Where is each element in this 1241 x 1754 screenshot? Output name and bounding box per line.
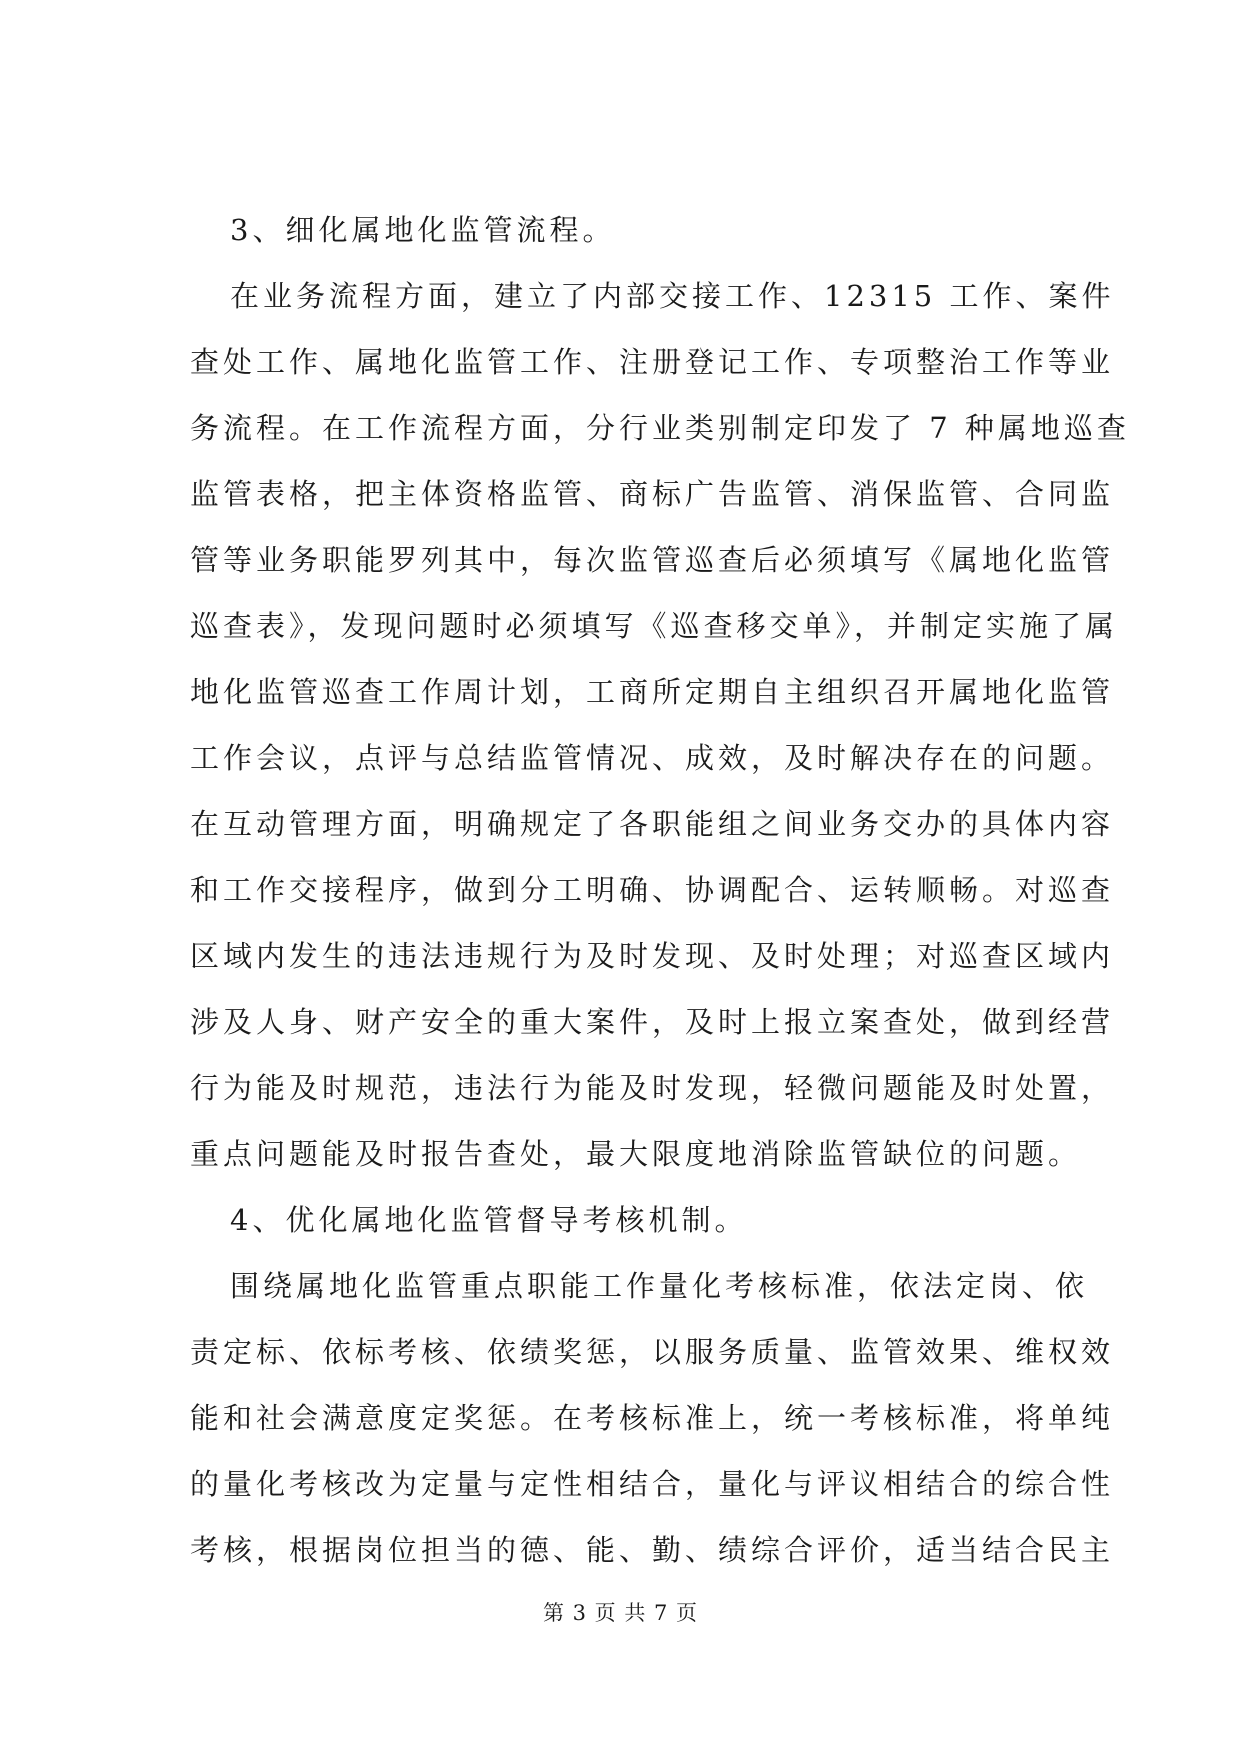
paragraph-line: 能和社会满意度定奖惩。在考核标准上，统一考核标准，将单纯 [190, 1401, 1115, 1435]
heading-4: 4、优化属地化监管督导考核机制。 [230, 1203, 748, 1237]
paragraph-line: 监管表格，把主体资格监管、商标广告监管、消保监管、合同监 [190, 477, 1115, 511]
paragraph-line: 和工作交接程序，做到分工明确、协调配合、运转顺畅。对巡查 [190, 873, 1115, 907]
paragraph-line: 围绕属地化监管重点职能工作量化考核标准，依法定岗、依 [230, 1269, 1089, 1303]
paragraph-line: 查处工作、属地化监管工作、注册登记工作、专项整治工作等业 [190, 345, 1115, 379]
paragraph-line: 管等业务职能罗列其中，每次监管巡查后必须填写《属地化监管 [190, 543, 1115, 577]
paragraph-line: 责定标、依标考核、依绩奖惩，以服务质量、监管效果、维权效 [190, 1335, 1115, 1369]
paragraph-line: 在互动管理方面，明确规定了各职能组之间业务交办的具体内容 [190, 807, 1115, 841]
paragraph-line: 巡查表》，发现问题时必须填写《巡查移交单》，并制定实施了属 [190, 609, 1119, 643]
paragraph-line: 务流程。在工作流程方面，分行业类别制定印发了 7 种属地巡查 [190, 411, 1130, 445]
paragraph-line: 考核，根据岗位担当的德、能、勤、绩综合评价，适当结合民主 [190, 1533, 1115, 1567]
paragraph-line: 涉及人身、财产安全的重大案件，及时上报立案查处，做到经营 [190, 1005, 1115, 1039]
paragraph-line: 地化监管巡查工作周计划，工商所定期自主组织召开属地化监管 [190, 675, 1115, 709]
paragraph-line: 工作会议，点评与总结监管情况、成效，及时解决存在的问题。 [190, 741, 1115, 775]
paragraph-line: 区域内发生的违法违规行为及时发现、及时处理；对巡查区域内 [190, 939, 1115, 973]
paragraph-line: 行为能及时规范，违法行为能及时发现，轻微问题能及时处置， [190, 1071, 1115, 1105]
heading-3: 3、细化属地化监管流程。 [230, 213, 616, 247]
page-number-footer: 第 3 页 共 7 页 [542, 1601, 699, 1625]
paragraph-line: 重点问题能及时报告查处，最大限度地消除监管缺位的问题。 [190, 1137, 1082, 1171]
document-body [190, 205, 1130, 1591]
paragraph-line: 的量化考核改为定量与定性相结合，量化与评议相结合的综合性 [190, 1467, 1115, 1501]
paragraph-line: 在业务流程方面，建立了内部交接工作、12315 工作、案件 [230, 279, 1115, 313]
